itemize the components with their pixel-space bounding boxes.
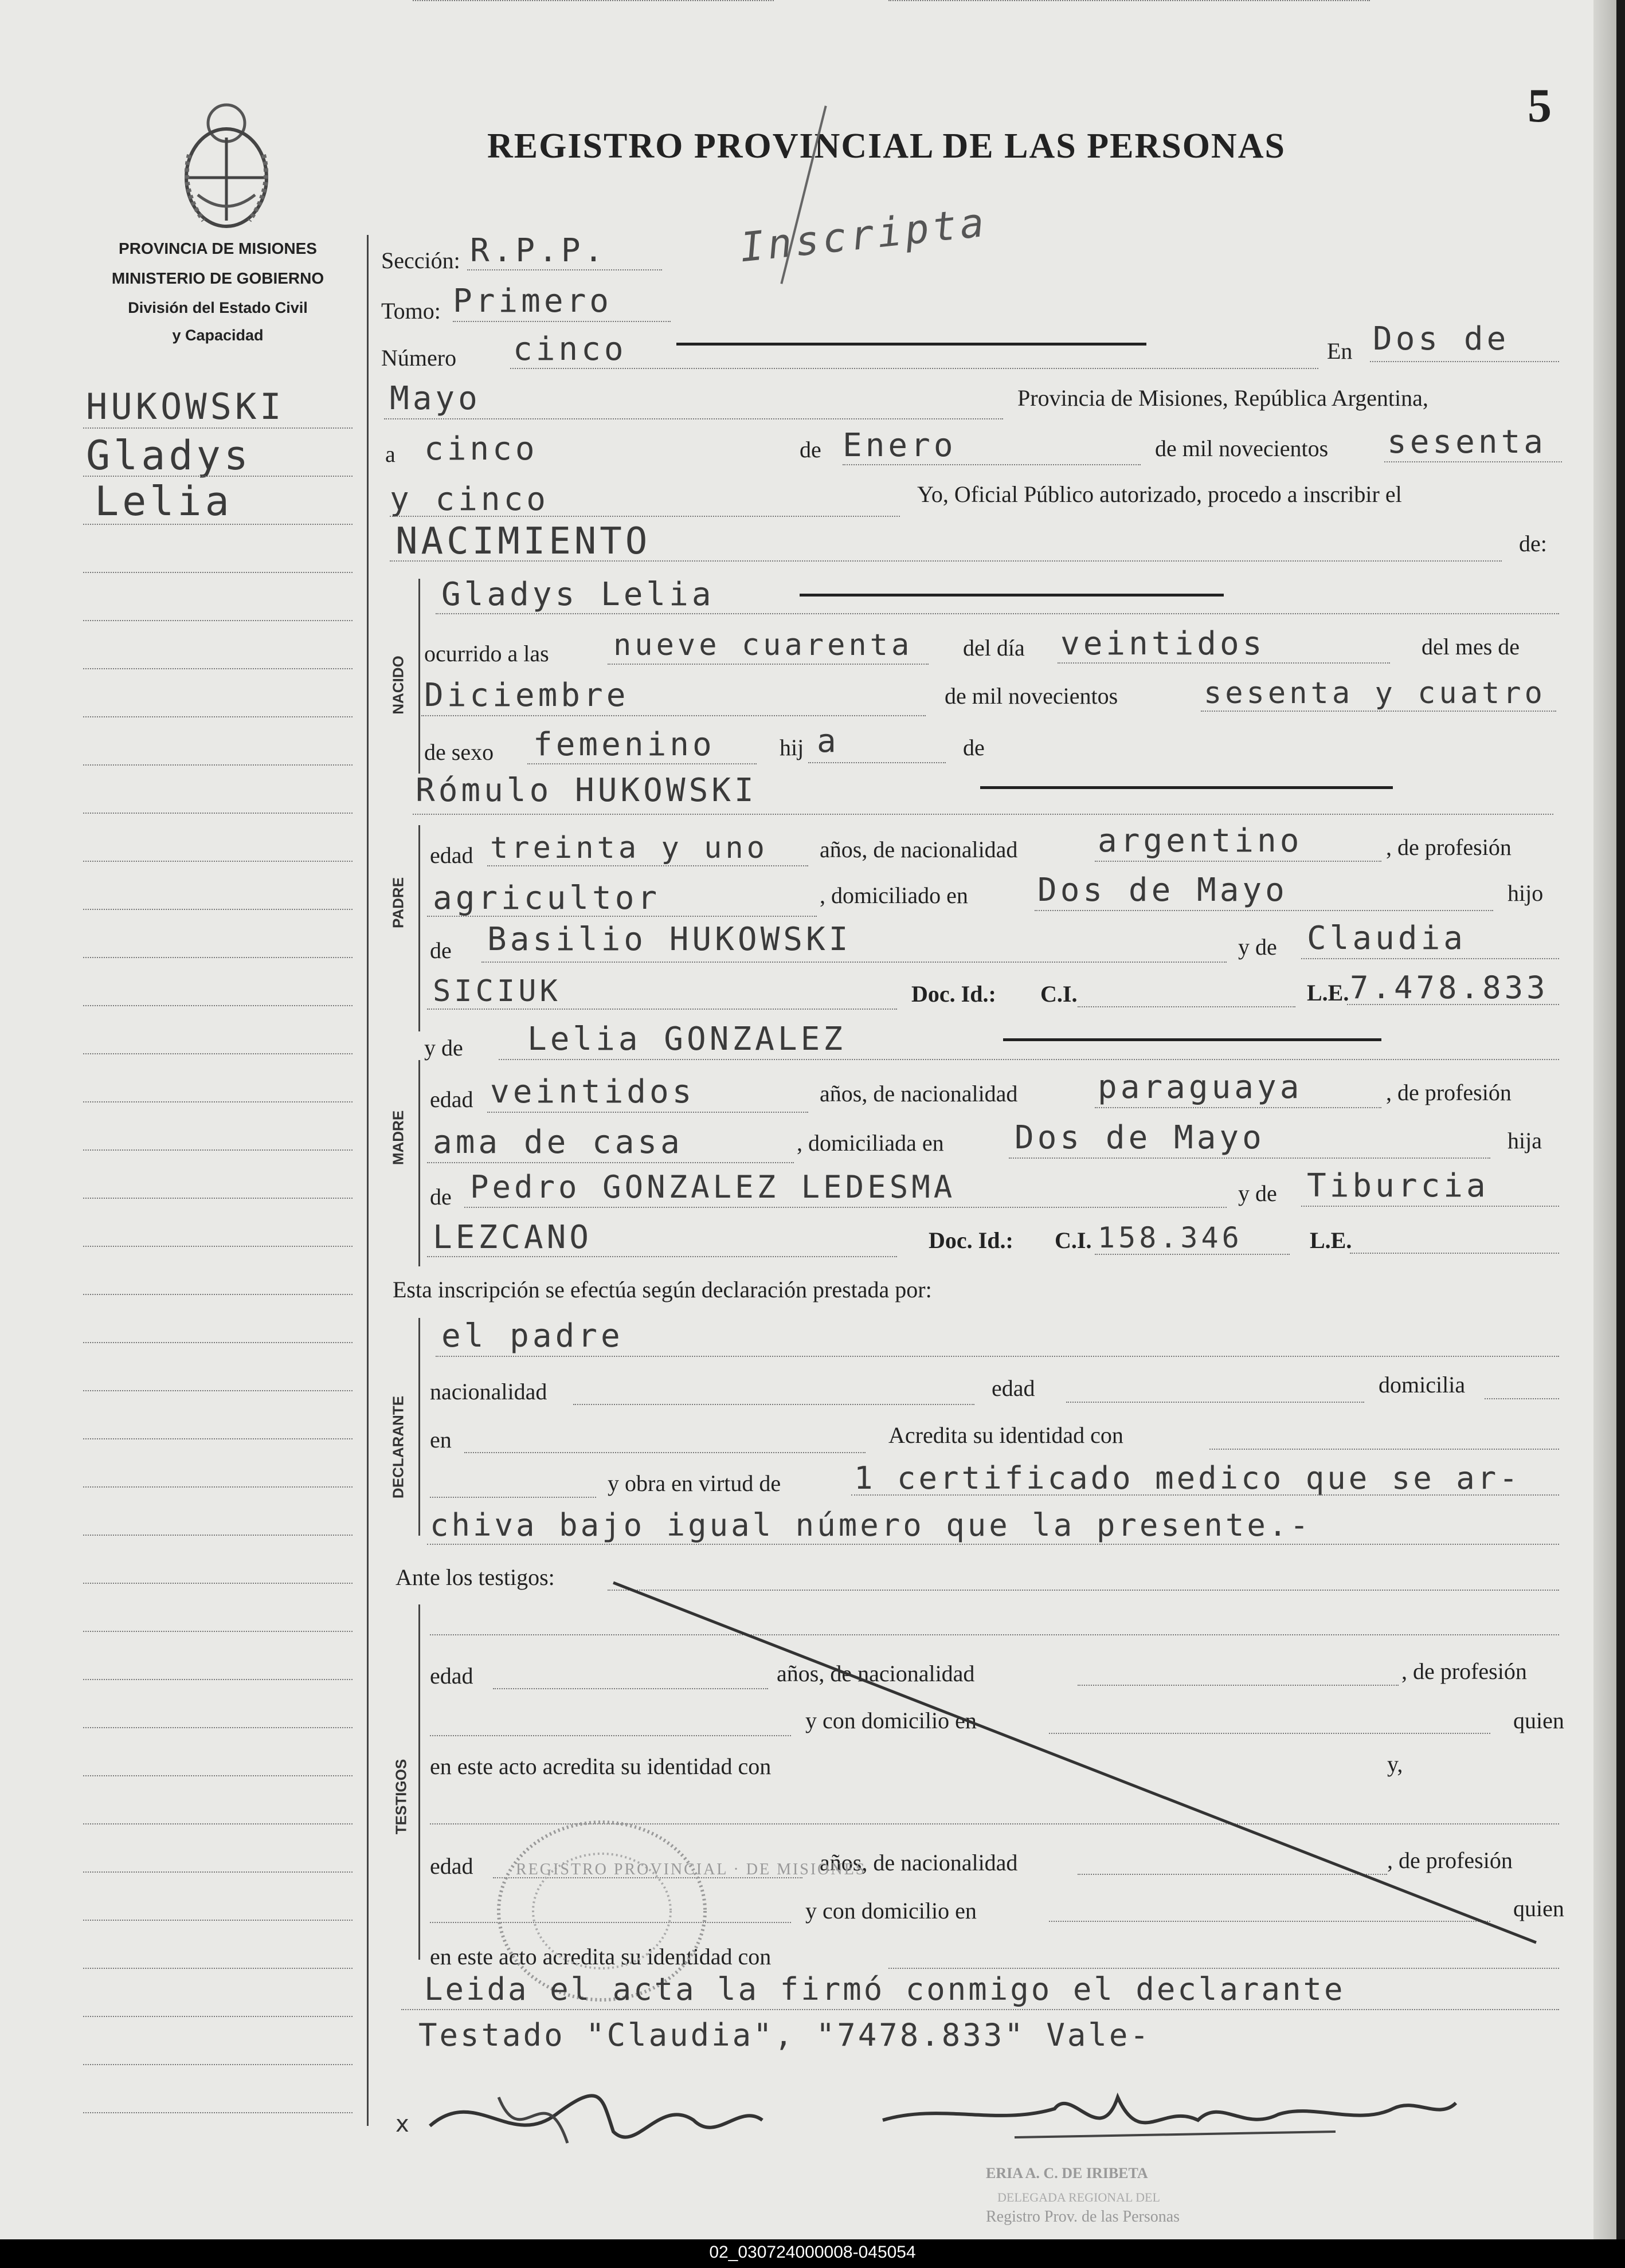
madre-yde-label: y de — [424, 1035, 463, 1061]
a-label: a — [385, 441, 396, 467]
madre-prof-value: ama de casa — [433, 1124, 683, 1161]
t1-quien-label: quien — [1513, 1708, 1564, 1733]
page-title: REGISTRO PROVINCIAL DE LAS PERSONAS — [487, 127, 1286, 166]
obra-line1-value: 1 certificado medico que se ar- — [854, 1460, 1521, 1496]
madre-madre-value: Tiburcia — [1307, 1167, 1489, 1204]
mes-value: Enero — [843, 427, 957, 464]
padre-anos-label: años, de nacionalidad — [820, 837, 1018, 862]
en-value: Dos de — [1373, 320, 1510, 358]
left-header-line4: y Capacidad — [172, 327, 264, 344]
a-value: cinco — [424, 430, 538, 468]
tomo-label: Tomo: — [381, 298, 441, 324]
de-mil-label: de mil novecientos — [1155, 435, 1329, 461]
left-header-line3: División del Estado Civil — [128, 299, 308, 316]
madre-docid-label: Doc. Id.: — [929, 1227, 1013, 1253]
madre-le-label: L.E. — [1310, 1227, 1352, 1253]
t1-y-label: y, — [1387, 1751, 1403, 1777]
anio-cont-value: y cinco — [390, 481, 550, 518]
del-dia-label: del día — [963, 635, 1025, 661]
declarante-section-label: DECLARANTE — [389, 1395, 407, 1499]
decl-acredita-label: Acredita su identidad con — [888, 1422, 1123, 1448]
tomo-value: Primero — [453, 282, 613, 320]
seccion-value: R.P.P. — [470, 232, 607, 269]
de-colon-label: de: — [1519, 531, 1547, 556]
decl-domicilia-label: domicilia — [1379, 1372, 1466, 1398]
t2-prof-label: , de profesión — [1387, 1847, 1513, 1873]
margin-second-name: Lelia — [95, 478, 233, 525]
inscripta-annotation: Inscripta — [737, 198, 990, 272]
padre-le-value: 7.478.833 — [1350, 970, 1549, 1006]
madre-edad-label: edad — [430, 1086, 473, 1112]
t2-dom-label: y con domicilio en — [805, 1898, 977, 1924]
padre-madre-ap-value: SICIUK — [433, 974, 561, 1009]
madre-nac-value: paraguaya — [1098, 1069, 1303, 1106]
signatures — [396, 2063, 1542, 2166]
padre-le-label: L.E. — [1307, 980, 1349, 1006]
ocurrido-label: ocurrido a las — [424, 641, 549, 666]
madre-padre-value: Pedro GONZALEZ LEDESMA — [470, 1169, 956, 1205]
leida-line — [401, 2009, 1559, 2010]
de2-label: de — [963, 735, 985, 760]
testigos-section-label: TESTIGOS — [392, 1759, 410, 1835]
bottom-stamp-line2: DELEGADA REGIONAL DEL — [997, 2190, 1160, 2204]
hija-suffix-value: a — [817, 723, 840, 760]
leida-value: Leida el acta la firmó conmigo el declarante — [424, 1971, 1345, 2007]
padre-docid-label: Doc. Id.: — [911, 981, 996, 1007]
t2-acredita-label: en este acto acredita su identidad con — [430, 1944, 772, 1969]
footer-id: 02_030724000008-045054 — [709, 2243, 916, 2262]
del-mes-label: del mes de — [1422, 634, 1520, 660]
padre-edad-value: treinta y uno — [490, 831, 768, 865]
left-header-line2: MINISTERIO DE GOBIERNO — [111, 269, 324, 287]
madre-de-label: de — [430, 1184, 452, 1210]
nacido-section-label: NACIDO — [389, 656, 407, 715]
anio-nac-value: sesenta y cuatro — [1204, 676, 1546, 711]
madre-madre-ap-value: LEZCANO — [433, 1219, 593, 1256]
bottom-stamp-line1: ERIA A. C. DE IRIBETA — [986, 2165, 1148, 2181]
ante-testigos-label: Ante los testigos: — [396, 1564, 555, 1590]
padre-nac-value: argentino — [1098, 822, 1303, 860]
decl-en-label: en — [430, 1427, 452, 1453]
madre-dom-value: Dos de Mayo — [1015, 1119, 1265, 1156]
sexo-value: femenino — [533, 726, 715, 763]
en-label: En — [1327, 338, 1353, 364]
padre-nombre-value: Rómulo HUKOWSKI — [416, 772, 757, 809]
hora-value: nueve cuarenta — [613, 628, 913, 662]
t2-anos-label: años, de nacionalidad — [820, 1850, 1018, 1875]
dia-value: veintidos — [1060, 625, 1266, 662]
numero-value: cinco — [513, 331, 627, 368]
margin-first-name: Gladys — [86, 432, 252, 479]
obra-line2-value: chiva bajo igual número que la presente.- — [430, 1507, 1311, 1543]
provincia-label: Provincia de Misiones, República Argentina, — [1017, 385, 1428, 411]
padre-de-label: de — [430, 937, 452, 963]
t1-prof-label: , de profesión — [1401, 1658, 1527, 1684]
t2-edad-label: edad — [430, 1853, 473, 1879]
decl-nac-label: nacionalidad — [430, 1379, 547, 1404]
stamp-text: REGISTRO PROVINCIAL · DE MISIONES — [516, 1861, 867, 1878]
padre-padre-value: Basilio HUKOWSKI — [487, 921, 852, 958]
nombre-value: Gladys Lelia — [441, 576, 715, 613]
madre-section-label: MADRE — [389, 1110, 407, 1166]
en-cont-value: Mayo — [390, 380, 481, 417]
left-header-line1: PROVINCIA DE MISIONES — [119, 240, 317, 257]
de-label: de — [800, 437, 821, 462]
madre-hija-label: hija — [1507, 1128, 1542, 1153]
svg-text:x: x — [396, 2111, 409, 2137]
page-number: 5 — [1528, 79, 1552, 132]
padre-section-label: PADRE — [389, 877, 407, 929]
madre-yde2-label: y de — [1238, 1180, 1277, 1206]
madre-ci-label: C.I. — [1055, 1227, 1092, 1253]
de-mil2-label: de mil novecientos — [945, 683, 1118, 709]
declarante-value: el padre — [441, 1317, 624, 1355]
t2-quien-label: quien — [1513, 1896, 1564, 1921]
padre-yde-label: y de — [1238, 934, 1277, 960]
de-sexo-label: de sexo — [424, 739, 494, 765]
padre-ci-label: C.I. — [1040, 981, 1078, 1007]
padre-madre-value: Claudia — [1307, 920, 1467, 957]
padre-prof-value: agricultor — [433, 880, 661, 917]
t1-anos-label: años, de nacionalidad — [777, 1661, 975, 1686]
madre-ci-value: 158.346 — [1098, 1221, 1243, 1254]
margin-surname: HUKOWSKI — [86, 386, 285, 427]
testado-value: Testado "Claudia", "7478.833" Vale- — [418, 2017, 1151, 2053]
yo-oficial-label: Yo, Oficial Público autorizado, procedo a inscribir el — [917, 481, 1402, 507]
madre-dom-label: , domiciliada en — [797, 1130, 944, 1156]
padre-edad-label: edad — [430, 842, 473, 868]
bottom-stamp-line3: Registro Prov. de las Personas — [986, 2208, 1180, 2226]
madre-nombre-value: Lelia GONZALEZ — [527, 1021, 847, 1058]
t1-edad-label: edad — [430, 1663, 473, 1689]
t1-dom-label: y con domicilio en — [805, 1708, 977, 1733]
t1-acredita-label: en este acto acredita su identidad con — [430, 1753, 772, 1779]
seccion-label: Sección: — [381, 248, 460, 273]
inscripcion-label: Esta inscripción se efectúa según declaración prestada por: — [393, 1277, 932, 1302]
madre-anos-label: años, de nacionalidad — [820, 1081, 1018, 1106]
padre-dom-value: Dos de Mayo — [1037, 872, 1288, 909]
madre-edad-value: veintidos — [490, 1073, 695, 1111]
padre-dom-label: , domiciliado en — [820, 882, 968, 908]
padre-prof-label: , de profesión — [1386, 834, 1512, 860]
mes-nac-value: Diciembre — [424, 677, 629, 714]
padre-hijo-label: hijo — [1507, 880, 1544, 906]
hij-label: hij — [780, 735, 804, 760]
acto-value: NACIMIENTO — [396, 520, 651, 563]
numero-label: Número — [381, 345, 457, 371]
anio-value: sesenta — [1387, 423, 1547, 461]
decl-obra-label: y obra en virtud de — [608, 1470, 781, 1496]
decl-edad-label: edad — [992, 1375, 1035, 1401]
madre-prof-label: , de profesión — [1386, 1080, 1512, 1105]
